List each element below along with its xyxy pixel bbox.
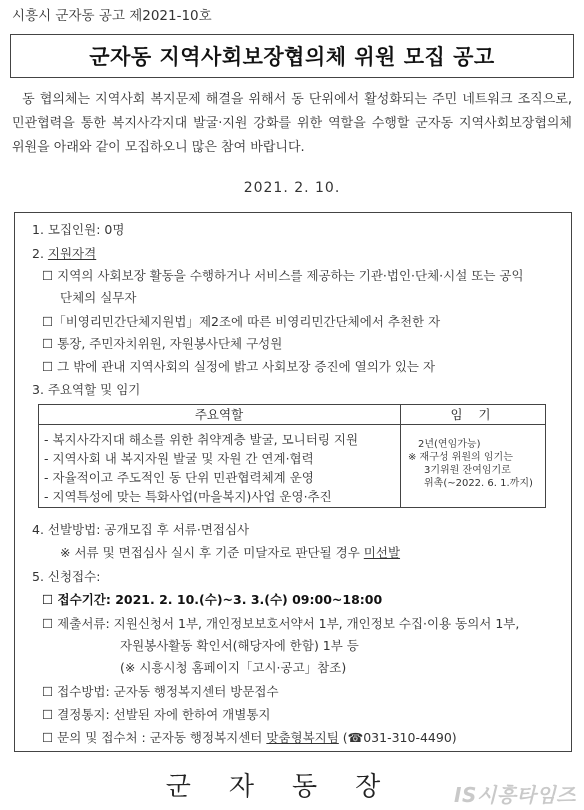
- required-documents-cont: 자원봉사활동 확인서(해당자에 한함) 1부 등: [120, 638, 359, 653]
- qualification-heading-text: 지원자격: [47, 246, 97, 261]
- qualification-item: 단체의 실무자: [60, 290, 137, 305]
- term-line: 2년(연임가능): [418, 439, 481, 450]
- contact-text: ☐ 문의 및 접수처 : 군자동 행정복지센터: [42, 730, 267, 745]
- selection-note: [60, 543, 400, 561]
- section-number: 2.: [32, 246, 48, 261]
- required-documents-note: (※ 시흥시청 홈페이지「고시·공고」참조): [120, 660, 347, 675]
- section-application-heading: 5. 신청접수:: [32, 569, 101, 584]
- section-roles-heading: 3. 주요역할 및 임기: [32, 382, 141, 397]
- roles-table-header-term: 임 기: [450, 407, 497, 422]
- contact-info: [42, 728, 457, 746]
- section-qualification-heading: [32, 244, 96, 262]
- document-number: 시흥시 군자동 공고 제2021-10호: [12, 8, 212, 24]
- term-line: 3기위원 잔여임기로: [424, 465, 511, 476]
- role-item: - 자율적이고 주도적인 동 단위 민관협력체계 운영: [44, 470, 314, 485]
- term-line: ※ 재구성 위원의 임기는: [408, 452, 513, 463]
- issuer-signature: 군자동장: [165, 772, 419, 802]
- qualification-item: ☐ 지역의 사회보장 활동을 수행하거나 서비스를 제공하는 기관·법인·단체·시설 또는 공익: [42, 268, 524, 283]
- role-item: - 복지사각지대 해소를 위한 취약계층 발굴, 모니터링 지원: [44, 432, 359, 447]
- intro-text: 동 협의체는 지역사회 복지문제 해결을 위해서 동 단위에서 활성화되는 주민 네트워크 조직으로, 민관협력을 통한 복지사각지대 발굴·지원 강화를 위한 역할을 수행할 군자동 지역사회보장협의체 위원을 아래와 같이 모집하오니 많은 참여 바랍니다.: [12, 92, 572, 155]
- announcement-date: 2021. 2. 10.: [243, 180, 341, 196]
- application-method: ☐ 접수방법: 군자동 행정복지센터 방문접수: [42, 684, 279, 699]
- intro-paragraph: [12, 88, 572, 160]
- required-documents: ☐ 제출서류: 지원신청서 1부, 개인정보보호서약서 1부, 개인정보 수집·이용 동의서 1부,: [42, 616, 520, 631]
- watermark-logo: IS시흥타임즈: [454, 783, 576, 807]
- qualification-item: ☐「비영리민간단체지원법」제2조에 따른 비영리민간단체에서 추천한 자: [42, 314, 441, 329]
- page-title: 군자동 지역사회보장협의체 위원 모집 공고: [10, 34, 574, 78]
- selection-note-underlined: 미선발: [363, 545, 401, 560]
- qualification-item: ☐ 그 밖에 관내 지역사회의 실정에 밝고 사회보장 증진에 열의가 있는 자: [42, 359, 436, 374]
- roles-table-header-role: 주요역할: [194, 407, 244, 422]
- section-selection-heading: 4. 선발방법: 공개모집 후 서류·면접심사: [32, 522, 250, 537]
- term-line: 위촉(~2022. 6. 1.까지): [424, 478, 533, 489]
- contact-phone: (☎031-310-4490): [338, 730, 457, 745]
- contact-team: 맞춤형복지팀: [266, 730, 339, 745]
- role-item: - 지역사회 내 복지자원 발굴 및 자원 간 연계·협력: [44, 451, 314, 466]
- application-period: ☐ 접수기간: 2021. 2. 10.(수)~3. 3.(수) 09:00~18:00: [42, 592, 383, 607]
- section-recruit-count: 1. 모집인원: 0명: [32, 222, 125, 237]
- selection-note-text: ※ 서류 및 면접심사 실시 후 기준 미달자로 판단될 경우: [60, 545, 364, 560]
- qualification-item: ☐ 통장, 주민자치위원, 자원봉사단체 구성원: [42, 336, 283, 351]
- role-item: - 지역특성에 맞는 특화사업(마을복지)사업 운영·추진: [44, 489, 332, 504]
- result-notice: ☐ 결정통지: 선발된 자에 한하여 개별통지: [42, 707, 271, 722]
